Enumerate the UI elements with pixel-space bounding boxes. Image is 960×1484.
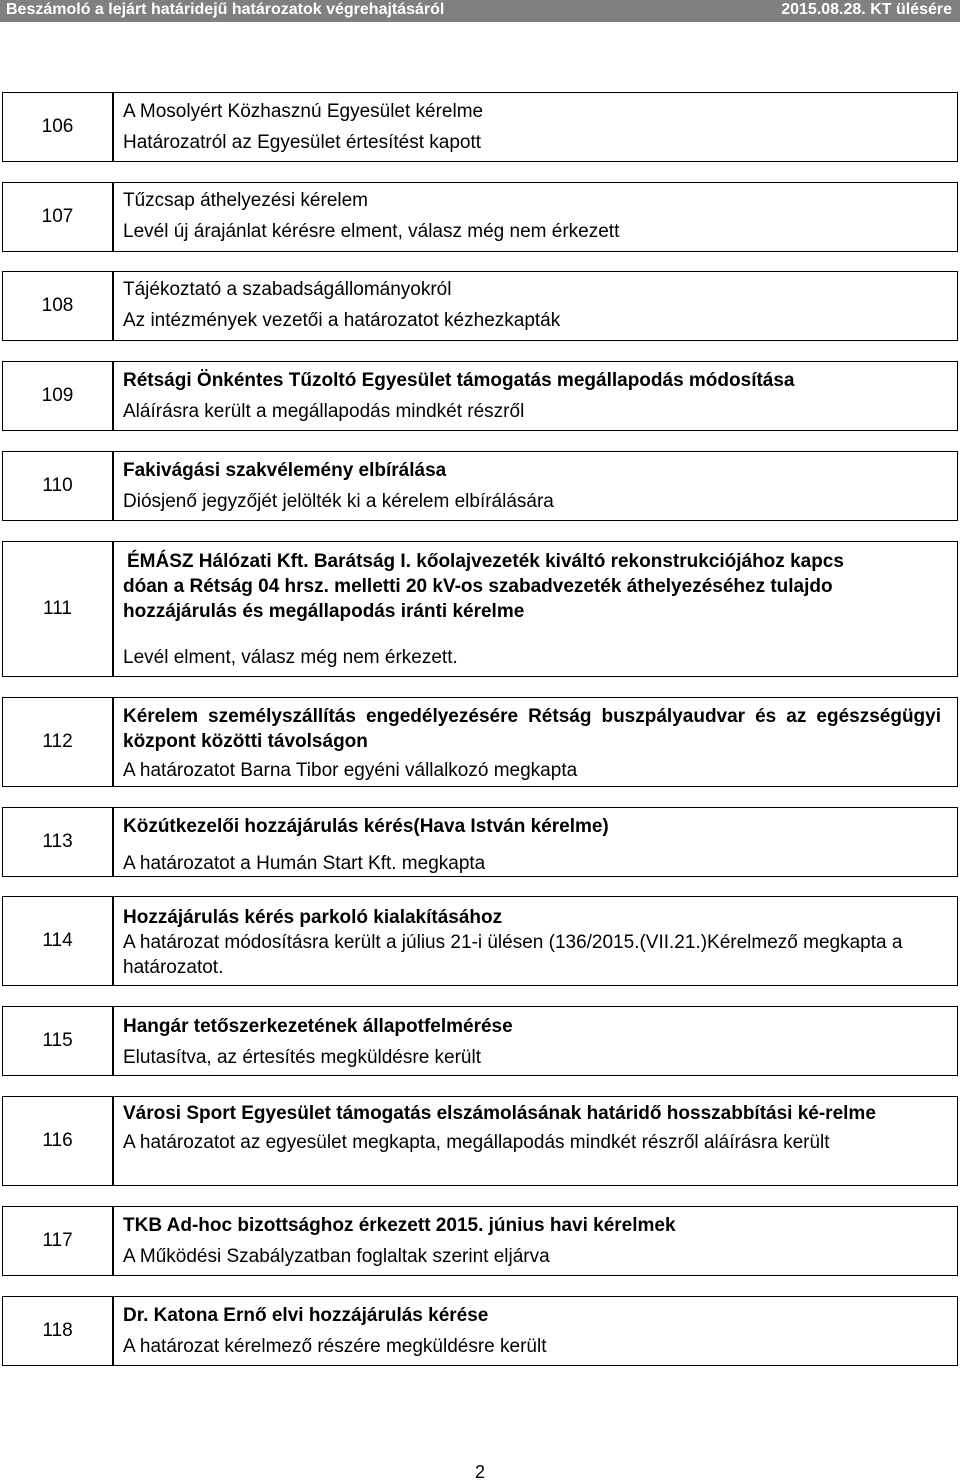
row-title-line: ÉMÁSZ Hálózati Kft. Barátság I. kőolajvezeték kiváltó rekonstrukciójához kapcs: [127, 551, 844, 572]
row-status: Diósjenő jegyzőjét jelölték ki a kérelem elbírálására: [123, 491, 554, 512]
table-row: [0, 451, 960, 521]
row-content: [113, 1206, 958, 1276]
row-status: A határozatot a Humán Start Kft. megkapta: [123, 853, 486, 874]
table-row: [0, 92, 960, 162]
row-title: TKB Ad-hoc bizottsághoz érkezett 2015. június havi kérelmek: [123, 1215, 676, 1236]
header-title: Beszámoló a lejárt határidejű határozatok végrehajtásáról: [6, 1, 445, 18]
row-number: 106: [2, 92, 113, 162]
table-row: [0, 1006, 960, 1076]
row-content: [113, 451, 958, 521]
row-content: [113, 361, 958, 431]
row-number: 115: [2, 1006, 113, 1076]
row-number: 110: [2, 451, 113, 521]
row-title-line: hozzájárulás és megállapodás iránti kérelme: [123, 601, 525, 622]
row-title: Rétsági Önkéntes Tűzoltó Egyesület támogatás megállapodás módosítása: [123, 370, 795, 391]
row-status: A határozatot az egyesület megkapta, megállapodás mindkét részről aláírásra került: [123, 1132, 830, 1153]
row-number: 118: [2, 1296, 113, 1366]
table-row: [0, 541, 960, 677]
row-number: 107: [2, 182, 113, 252]
row-content: [113, 92, 958, 162]
table-row: [0, 271, 960, 341]
row-number: 109: [2, 361, 113, 431]
row-title: Dr. Katona Ernő elvi hozzájárulás kérése: [123, 1305, 489, 1326]
row-title: Városi Sport Egyesület támogatás elszámolásának határidő hosszabbítási ké-relme: [123, 1103, 876, 1124]
row-title: Hozzájárulás kérés parkoló kialakításához: [123, 907, 503, 928]
row-title: Tűzcsap áthelyezési kérelem: [123, 190, 368, 211]
table-row: [0, 697, 960, 787]
row-status: Az intézmények vezetői a határozatot kézhezkapták: [123, 310, 561, 331]
page-header: [0, 0, 960, 22]
row-status: A határozat kérelmező részére megküldésre került: [123, 1336, 547, 1357]
row-status: Levél elment, válasz még nem érkezett.: [123, 647, 458, 668]
row-content: [113, 541, 958, 677]
row-content: [113, 807, 958, 877]
table-row: [0, 182, 960, 252]
row-title: Fakivágási szakvélemény elbírálása: [123, 460, 447, 481]
row-number: 112: [2, 697, 113, 787]
page-number: 2: [474, 1462, 485, 1482]
row-title-line: dóan a Rétság 04 hrsz. melletti 20 kV-os szabadvezeték áthelyezéséhez tulajdo: [123, 576, 833, 597]
row-content: [113, 896, 958, 986]
table-row: [0, 1206, 960, 1276]
table-row: [0, 1296, 960, 1366]
header-meeting: 2015.08.28. KT ülésére: [781, 1, 952, 18]
table-row: [0, 807, 960, 877]
row-content: [113, 697, 958, 787]
row-status: Aláírásra került a megállapodás mindkét részről: [123, 401, 525, 422]
row-number: 108: [2, 271, 113, 341]
row-content: [113, 1006, 958, 1076]
row-number: 117: [2, 1206, 113, 1276]
table-row: [0, 896, 960, 986]
row-number: 116: [2, 1096, 113, 1186]
row-status: Elutasítva, az értesítés megküldésre került: [123, 1047, 481, 1068]
row-status: Levél új árajánlat kérésre elment, válasz még nem érkezett: [123, 221, 620, 242]
row-title: A Mosolyért Közhasznú Egyesület kérelme: [123, 101, 484, 122]
row-title: Tájékoztató a szabadságállományokról: [123, 279, 452, 300]
row-status: A Működési Szabályzatban foglaltak szerint eljárva: [123, 1246, 550, 1267]
row-title: Közútkezelői hozzájárulás kérés(Hava István kérelme): [123, 816, 609, 837]
row-number: 114: [2, 896, 113, 986]
row-status: Határozatról az Egyesület értesítést kapott: [123, 132, 482, 153]
row-content: [113, 182, 958, 252]
row-number: 113: [2, 807, 113, 877]
row-content: [113, 1096, 958, 1186]
row-content: [113, 271, 958, 341]
table-row: [0, 1096, 960, 1186]
row-number: 111: [2, 541, 113, 677]
row-status: A határozat módosításra került a július 21-i ülésen (136/2015.(VII.21.)Kérelmező megkapta a határozatot.: [123, 932, 903, 978]
row-title: Hangár tetőszerkezetének állapotfelmérése: [123, 1016, 513, 1037]
row-title: Kérelem személyszállítás engedélyezésére Rétság buszpályaudvar és az egészségügyi központ közötti távolságon: [123, 706, 941, 752]
row-status: A határozatot Barna Tibor egyéni vállalkozó megkapta: [123, 760, 578, 781]
table-row: [0, 361, 960, 431]
row-content: [113, 1296, 958, 1366]
